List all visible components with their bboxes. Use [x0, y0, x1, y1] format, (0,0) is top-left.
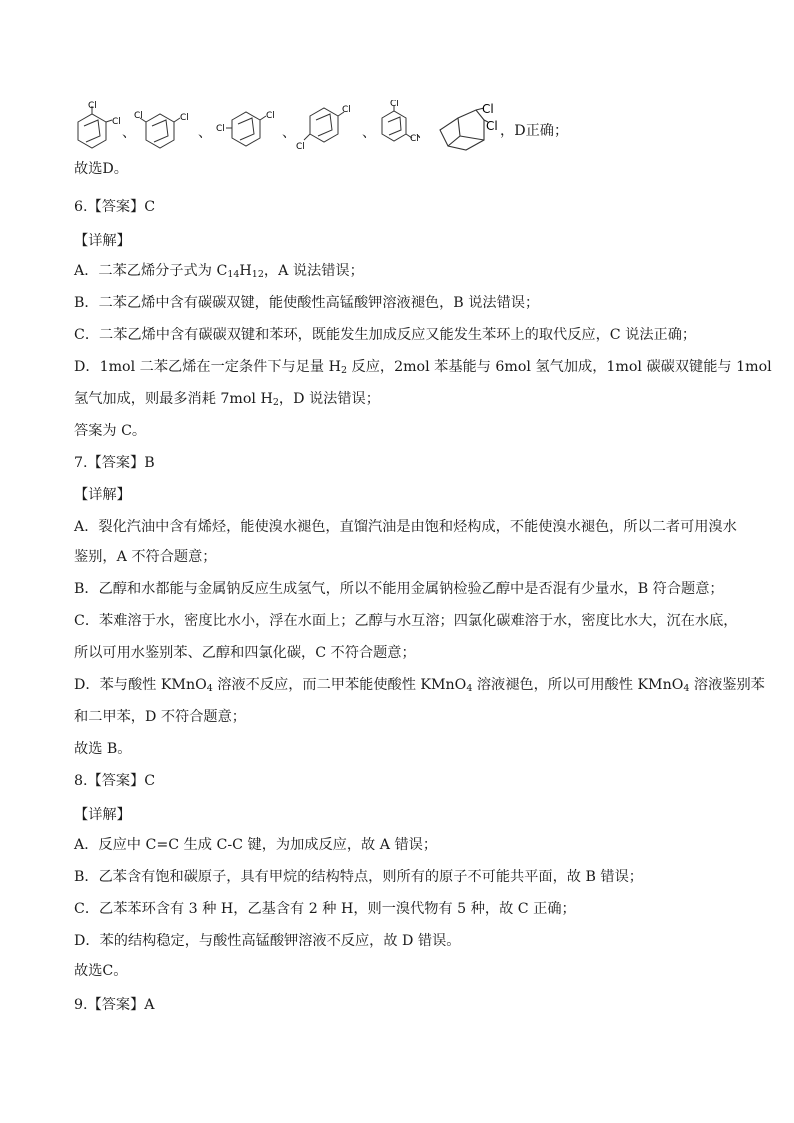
text-segment: C．苯难溶于水，密度比水小，浮在水面上；乙醇与水互溶；四氯化碳难溶于水，密度比水大，沉在水底， — [74, 613, 738, 629]
structure-2 — [132, 100, 196, 152]
text-segment: B．乙醇和水都能与金属钠反应生成氢气，所以不能用金属钠检验乙醇中是否混有少量水，B 符合题意； — [74, 581, 724, 597]
cl-label: Cl — [180, 113, 189, 123]
line-q6-d1 — [74, 358, 772, 376]
line-q7-conclusion — [74, 740, 734, 758]
text-segment: 【详解】 — [74, 807, 131, 823]
line-q6-conclusion — [74, 422, 734, 440]
separator: 、 — [416, 125, 430, 141]
cl-label: Cl — [112, 117, 121, 127]
text-segment: 溶液不反应，而二甲苯能使酸性 KMnO — [212, 677, 467, 693]
text-segment: 故选 B。 — [74, 741, 132, 757]
separator: 、 — [198, 125, 212, 141]
text-segment: C．二苯乙烯中含有碳碳双键和苯环，既能发生加成反应又能发生苯环上的取代反应，C 说法正确； — [74, 327, 697, 343]
line-q5-conclusion — [74, 160, 734, 178]
text-segment: 反应，2mol 苯基能与 6mol 氢气加成，1mol 碳碳双键能与 1mol — [347, 359, 772, 375]
text-segment: 溶液鉴别苯 — [689, 677, 765, 693]
structure-1 — [70, 100, 126, 152]
cl-label: Cl — [410, 134, 419, 144]
text-segment: 故选C。 — [74, 963, 128, 979]
subscript: 4 — [206, 683, 213, 694]
line-q8-conclusion — [74, 962, 734, 980]
text-segment: 7.【答案】B — [74, 455, 155, 471]
text-segment: C．乙苯苯环含有 3 种 H，乙基含有 2 种 H，则一溴代物有 5 种，故 C 正确； — [74, 901, 576, 917]
line-q8-b — [74, 868, 734, 886]
line-q6-detail — [74, 232, 734, 250]
cl-label: Cl — [216, 124, 225, 134]
structure-3 — [216, 100, 278, 152]
line-q7-a1 — [74, 518, 737, 536]
line-q8-detail — [74, 806, 734, 824]
structure-6 — [432, 100, 508, 156]
text-segment: 故选D。 — [74, 161, 128, 177]
line-q7-answer — [74, 454, 734, 472]
cl-label: Cl — [266, 111, 275, 121]
line-q8-c — [74, 900, 734, 918]
text-segment: B．二苯乙烯中含有碳碳双键，能使酸性高锰酸钾溶液褪色，B 说法错误； — [74, 295, 540, 311]
line-q8-answer — [74, 772, 734, 790]
line-q7-c1 — [74, 612, 738, 630]
line-q7-c2 — [74, 644, 734, 662]
line-q7-a2 — [74, 548, 734, 566]
cl-label: Cl — [482, 102, 494, 116]
line-q9-answer — [74, 996, 734, 1014]
cl-label: Cl — [296, 142, 305, 152]
cl-label: Cl — [486, 119, 498, 133]
structures-conclusion: ，D正确； — [500, 123, 569, 139]
text-segment: D．苯的结构稳定，与酸性高锰酸钾溶液不反应，故 D 错误。 — [74, 933, 461, 949]
text-segment: 和二甲苯，D 不符合题意； — [74, 709, 246, 725]
text-segment: ，D 说法错误； — [278, 391, 380, 407]
cl-label: Cl — [88, 101, 97, 111]
line-q7-detail — [74, 486, 734, 504]
text-segment: A．二苯乙烯分子式为 C — [74, 263, 228, 279]
line-q6-c — [74, 326, 734, 344]
text-segment: H — [239, 263, 252, 279]
text-segment: 8.【答案】C — [74, 773, 156, 789]
line-q6-answer — [74, 198, 734, 216]
text-segment: 6.【答案】C — [74, 199, 156, 215]
subscript: 14 — [227, 269, 240, 280]
text-segment: 所以可用水鉴别苯、乙醇和四氯化碳，C 不符合题意； — [74, 645, 416, 661]
text-segment: 氢气加成，则最多消耗 7mol H — [74, 391, 273, 407]
line-q6-a — [74, 262, 734, 280]
subscript: 2 — [340, 365, 347, 376]
cl-label: Cl — [134, 111, 143, 121]
text-segment: A．反应中 C=C 生成 C-C 键，为加成反应，故 A 错误； — [74, 837, 438, 853]
cl-label: Cl — [342, 105, 351, 115]
text-segment: 【详解】 — [74, 487, 131, 503]
dichloro-adamantane-structures — [70, 100, 590, 156]
text-segment: A．裂化汽油中含有烯烃，能使溴水褪色，直馏汽油是由饱和烃构成，不能使溴水褪色，所以二者可用溴水 — [74, 519, 737, 535]
text-segment: ，A 说法错误； — [263, 263, 364, 279]
text-segment: 9.【答案】A — [74, 997, 155, 1013]
text-segment: 【详解】 — [74, 233, 131, 249]
text-segment: B．乙苯含有饱和碳原子，具有甲烷的结构特点，则所有的原子不可能共平面，故 B 错误； — [74, 869, 643, 885]
text-segment: 答案为 C。 — [74, 423, 147, 439]
line-q7-d2 — [74, 708, 734, 726]
subscript: 4 — [466, 683, 473, 694]
line-q7-b — [74, 580, 734, 598]
subscript: 12 — [251, 269, 264, 280]
line-q8-a — [74, 836, 734, 854]
structure-4 — [296, 100, 358, 152]
text-segment: D．1mol 二苯乙烯在一定条件下与足量 H — [74, 359, 341, 375]
line-q7-d1 — [74, 676, 765, 694]
text-segment: D．苯与酸性 KMnO — [74, 677, 207, 693]
subscript: 4 — [683, 683, 690, 694]
separator: 、 — [362, 125, 376, 141]
subscript: 2 — [272, 397, 279, 408]
line-q6-b — [74, 294, 734, 312]
text-segment: 溶液褪色，所以可用酸性 KMnO — [472, 677, 684, 693]
line-q8-d — [74, 932, 734, 950]
separator: 、 — [282, 125, 296, 141]
text-segment: 鉴别，A 不符合题意； — [74, 549, 217, 565]
separator: 、 — [122, 125, 136, 141]
line-q6-d2 — [74, 390, 734, 408]
cl-label: Cl — [390, 100, 399, 109]
